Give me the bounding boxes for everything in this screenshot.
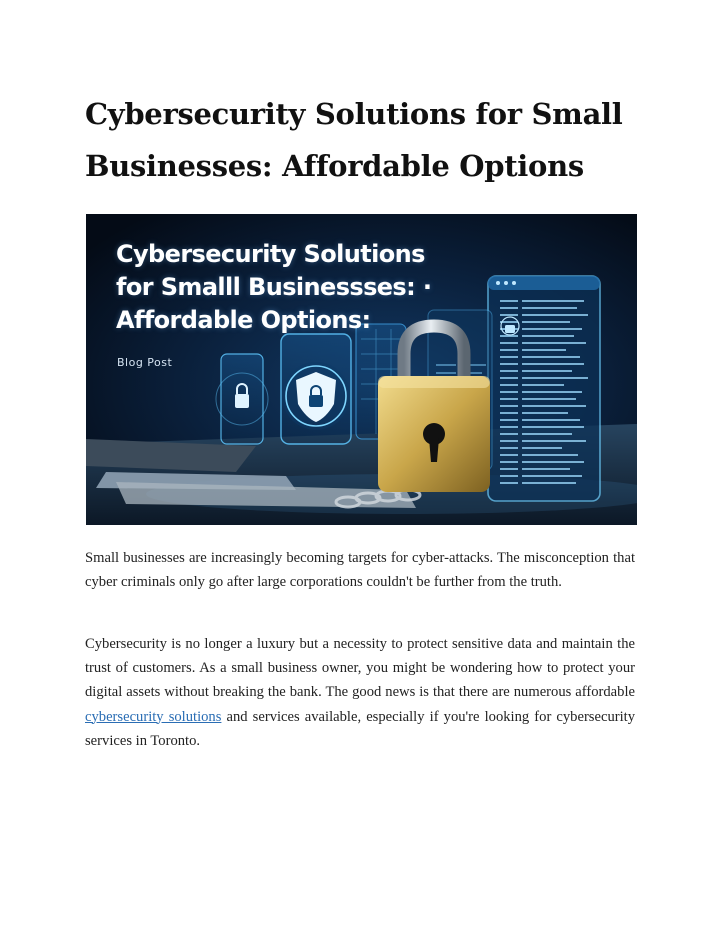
paragraph-main [85,632,635,753]
paragraph-text: Cybersecurity is no longer a luxury but a necessity to protect sensitive data and maintain the trust of customers. As a small business owner, you might be wondering how to protect your digital assets without breaking the bank. The good news is that there are numerous affordable [85,636,635,701]
paragraph-text: and services available, especially if you're looking for cybersecurity services in Toronto. [85,708,636,749]
hero-headline-line: for Smalll Businessses: · [116,273,432,301]
shield-lock-icon [282,362,350,430]
page-title: Cybersecurity Solutions for Small Businesses: Affordable Options [85,97,623,183]
hero-headline-line: Cybersecurity Solutions [116,240,425,268]
hero-image [86,214,637,525]
cybersecurity-solutions-link[interactable]: cybersecurity solutions [85,708,222,725]
hero-subtitle: Blog Post [117,356,173,369]
paragraph-intro: Small businesses are increasingly becoming targets for cyber-attacks. The misconception that cyber criminals only go after large corporations couldn't be further from the truth. [85,550,635,591]
hero-headline [116,238,431,337]
hero-headline-line: Affordable Options: [116,306,371,334]
